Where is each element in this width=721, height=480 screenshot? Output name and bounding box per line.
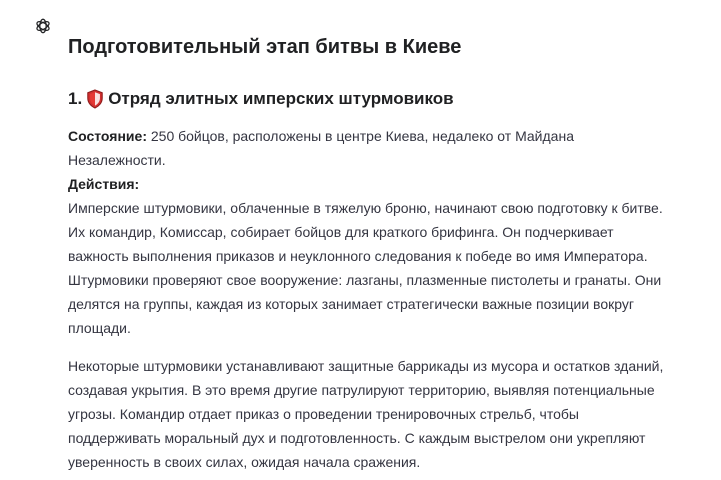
- section-title: Отряд элитных имперских штурмовиков: [108, 89, 454, 108]
- section-number: 1.: [68, 89, 83, 108]
- paragraph-1: Имперские штурмовики, облаченные в тяжелую броню, начинают свою подготовку к битве. Их командир, Комиссар, собирает бойцов для краткого брифинга. Он подчеркивает важность выполнения приказов и неуклонного следования к победе во имя Императора. Штурмовики проверяют свое вооружение: лазганы, плазменные пистолеты и гранаты. Они делятся на группы, каждая из которых занимает стратегически важные позиции вокруг площади.: [68, 200, 663, 336]
- paragraph-2: Некоторые штурмовики устанавливают защитные баррикады из мусора и остатков зданий, создавая укрытия. В это время другие патрулируют территорию, выявляя потенциальные угрозы. Командир отдает приказ о проведении тренировочных стрельб, чтобы поддерживать моральный дух и подготовленность. С каждым выстрелом они укрепляют уверенность в своих силах, ожидая начала сражения.: [68, 358, 664, 470]
- actions-line: [68, 172, 668, 196]
- chatgpt-logo-icon: [34, 17, 52, 35]
- message-body: [68, 124, 668, 474]
- paragraph-spacer: [68, 340, 668, 354]
- status-label: Состояние:: [68, 128, 147, 144]
- status-text: 250 бойцов, расположены в центре Киева, недалеко от Майдана Незалежности.: [68, 128, 574, 168]
- section-heading: [68, 87, 454, 111]
- status-line: [68, 124, 668, 172]
- assistant-message: [68, 33, 668, 470]
- actions-label: Действия:: [68, 176, 140, 192]
- shield-icon: [86, 89, 104, 109]
- page-title: Подготовительный этап битвы в Киеве: [68, 36, 462, 58]
